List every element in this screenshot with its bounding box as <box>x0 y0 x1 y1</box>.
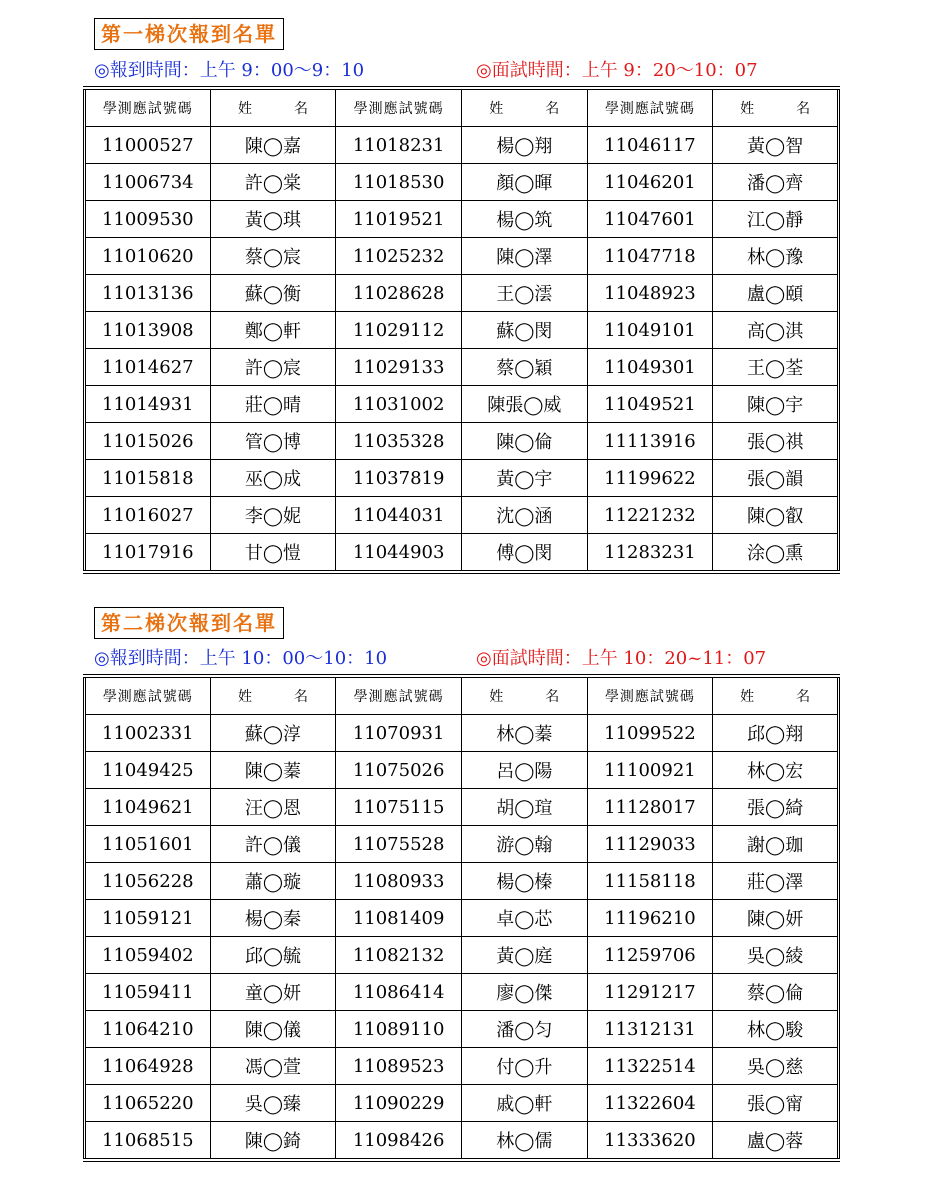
student-name-cell: 潘◯齊 <box>713 164 839 201</box>
table-header-row <box>85 88 839 127</box>
student-name-cell: 張◯綺 <box>713 789 839 826</box>
table-row <box>85 900 839 937</box>
exam-number-cell: 11100921 <box>587 752 713 789</box>
student-name-cell: 張◯祺 <box>713 423 839 460</box>
student-name-cell: 林◯儒 <box>461 1122 587 1161</box>
exam-number-cell: 11221232 <box>587 497 713 534</box>
exam-number-cell: 11044031 <box>336 497 462 534</box>
student-name-cell: 楊◯翔 <box>461 127 587 164</box>
exam-number-cell: 11128017 <box>587 789 713 826</box>
student-name-cell: 江◯靜 <box>713 201 839 238</box>
exam-number-cell: 11064210 <box>85 1011 211 1048</box>
exam-number-cell: 11035328 <box>336 423 462 460</box>
exam-number-cell: 11196210 <box>587 900 713 937</box>
student-name-cell: 廖◯傑 <box>461 974 587 1011</box>
exam-number-cell: 11000527 <box>85 127 211 164</box>
exam-number-cell: 11059121 <box>85 900 211 937</box>
exam-number-cell: 11259706 <box>587 937 713 974</box>
exam-number-cell: 11064928 <box>85 1048 211 1085</box>
exam-number-cell: 11059402 <box>85 937 211 974</box>
exam-number-cell: 11046201 <box>587 164 713 201</box>
exam-number-cell: 11013136 <box>85 275 211 312</box>
exam-number-cell: 11010620 <box>85 238 211 275</box>
exam-number-cell: 11090229 <box>336 1085 462 1122</box>
student-name-cell: 傅◯閔 <box>461 534 587 573</box>
exam-number-cell: 11082132 <box>336 937 462 974</box>
exam-number-cell: 11049621 <box>85 789 211 826</box>
exam-number-cell: 11047601 <box>587 201 713 238</box>
exam-number-cell: 11046117 <box>587 127 713 164</box>
exam-number-cell: 11017916 <box>85 534 211 573</box>
report-time: ◎報到時間：上午 10：00～10：10 <box>94 648 388 669</box>
student-name-cell: 李◯妮 <box>210 497 336 534</box>
exam-number-cell: 11080933 <box>336 863 462 900</box>
exam-number-cell: 11049425 <box>85 752 211 789</box>
student-name-cell: 楊◯榛 <box>461 863 587 900</box>
column-header-id: 學測應試號碼 <box>85 676 211 715</box>
student-name-cell: 黃◯琪 <box>210 201 336 238</box>
student-name-cell: 許◯宸 <box>210 349 336 386</box>
student-name-cell: 陳◯嘉 <box>210 127 336 164</box>
student-name-cell: 楊◯筑 <box>461 201 587 238</box>
student-name-cell: 卓◯芯 <box>461 900 587 937</box>
student-name-cell: 沈◯涵 <box>461 497 587 534</box>
table-row <box>85 1048 839 1085</box>
student-name-cell: 林◯豫 <box>713 238 839 275</box>
table-row <box>85 1085 839 1122</box>
table-row <box>85 497 839 534</box>
table-row <box>85 238 839 275</box>
column-header-name: 姓 名 <box>210 676 336 715</box>
exam-number-cell: 11099522 <box>587 715 713 752</box>
exam-number-cell: 11049101 <box>587 312 713 349</box>
column-header-name: 姓 名 <box>210 88 336 127</box>
column-header-id: 學測應試號碼 <box>336 88 462 127</box>
student-name-cell: 戚◯軒 <box>461 1085 587 1122</box>
exam-number-cell: 11098426 <box>336 1122 462 1161</box>
table-header-row <box>85 676 839 715</box>
table-row <box>85 312 839 349</box>
student-name-cell: 蕭◯璇 <box>210 863 336 900</box>
exam-number-cell: 11113916 <box>587 423 713 460</box>
student-name-cell: 鄭◯軒 <box>210 312 336 349</box>
exam-number-cell: 11283231 <box>587 534 713 573</box>
exam-number-cell: 11044903 <box>336 534 462 573</box>
exam-number-cell: 11059411 <box>85 974 211 1011</box>
exam-number-cell: 11048923 <box>587 275 713 312</box>
exam-number-cell: 11018231 <box>336 127 462 164</box>
student-name-cell: 張◯甯 <box>713 1085 839 1122</box>
table-row <box>85 275 839 312</box>
exam-number-cell: 11002331 <box>85 715 211 752</box>
student-name-cell: 蔡◯宸 <box>210 238 336 275</box>
student-name-cell: 高◯淇 <box>713 312 839 349</box>
exam-number-cell: 11014931 <box>85 386 211 423</box>
student-name-cell: 許◯儀 <box>210 826 336 863</box>
exam-number-cell: 11333620 <box>587 1122 713 1161</box>
student-name-cell: 童◯妍 <box>210 974 336 1011</box>
exam-number-cell: 11006734 <box>85 164 211 201</box>
exam-number-cell: 11025232 <box>336 238 462 275</box>
student-name-cell: 盧◯蓉 <box>713 1122 839 1161</box>
table-row <box>85 826 839 863</box>
exam-number-cell: 11322604 <box>587 1085 713 1122</box>
exam-number-cell: 11199622 <box>587 460 713 497</box>
student-name-cell: 潘◯匀 <box>461 1011 587 1048</box>
table-row <box>85 1122 839 1161</box>
table-row <box>85 386 839 423</box>
column-header-name: 姓 名 <box>713 88 839 127</box>
table-row <box>85 201 839 238</box>
student-name-cell: 陳◯儀 <box>210 1011 336 1048</box>
exam-number-cell: 11070931 <box>336 715 462 752</box>
column-header-name: 姓 名 <box>461 88 587 127</box>
roster-table <box>83 674 840 1162</box>
exam-number-cell: 11051601 <box>85 826 211 863</box>
exam-number-cell: 11312131 <box>587 1011 713 1048</box>
student-name-cell: 林◯駿 <box>713 1011 839 1048</box>
student-name-cell: 呂◯陽 <box>461 752 587 789</box>
student-name-cell: 汪◯恩 <box>210 789 336 826</box>
exam-number-cell: 11014627 <box>85 349 211 386</box>
exam-number-cell: 11031002 <box>336 386 462 423</box>
student-name-cell: 許◯棠 <box>210 164 336 201</box>
interview-time: ◎面試時間：上午 10：20~11：07 <box>476 648 767 669</box>
table-row <box>85 127 839 164</box>
exam-number-cell: 11037819 <box>336 460 462 497</box>
exam-number-cell: 11089523 <box>336 1048 462 1085</box>
exam-number-cell: 11049301 <box>587 349 713 386</box>
exam-number-cell: 11013908 <box>85 312 211 349</box>
student-name-cell: 蘇◯衡 <box>210 275 336 312</box>
student-name-cell: 管◯博 <box>210 423 336 460</box>
student-name-cell: 涂◯熏 <box>713 534 839 573</box>
exam-number-cell: 11019521 <box>336 201 462 238</box>
exam-number-cell: 11158118 <box>587 863 713 900</box>
student-name-cell: 吳◯綾 <box>713 937 839 974</box>
student-name-cell: 陳◯叡 <box>713 497 839 534</box>
student-name-cell: 邱◯翔 <box>713 715 839 752</box>
student-name-cell: 蘇◯淳 <box>210 715 336 752</box>
student-name-cell: 王◯澐 <box>461 275 587 312</box>
student-name-cell: 陳◯妍 <box>713 900 839 937</box>
student-name-cell: 莊◯澤 <box>713 863 839 900</box>
column-header-id: 學測應試號碼 <box>587 676 713 715</box>
column-header-id: 學測應試號碼 <box>587 88 713 127</box>
table-row <box>85 423 839 460</box>
table-row <box>85 349 839 386</box>
student-name-cell: 巫◯成 <box>210 460 336 497</box>
table-row <box>85 752 839 789</box>
student-name-cell: 蘇◯閔 <box>461 312 587 349</box>
column-header-id: 學測應試號碼 <box>85 88 211 127</box>
exam-number-cell: 11065220 <box>85 1085 211 1122</box>
student-name-cell: 楊◯秦 <box>210 900 336 937</box>
student-name-cell: 付◯升 <box>461 1048 587 1085</box>
student-name-cell: 陳◯錡 <box>210 1122 336 1161</box>
exam-number-cell: 11291217 <box>587 974 713 1011</box>
column-header-name: 姓 名 <box>461 676 587 715</box>
exam-number-cell: 11068515 <box>85 1122 211 1161</box>
student-name-cell: 王◯荃 <box>713 349 839 386</box>
exam-number-cell: 11047718 <box>587 238 713 275</box>
student-name-cell: 陳◯宇 <box>713 386 839 423</box>
student-name-cell: 林◯蓁 <box>461 715 587 752</box>
exam-number-cell: 11016027 <box>85 497 211 534</box>
student-name-cell: 甘◯愷 <box>210 534 336 573</box>
exam-number-cell: 11086414 <box>336 974 462 1011</box>
student-name-cell: 邱◯毓 <box>210 937 336 974</box>
student-name-cell: 陳張◯威 <box>461 386 587 423</box>
table-row <box>85 974 839 1011</box>
table-row <box>85 164 839 201</box>
student-name-cell: 林◯宏 <box>713 752 839 789</box>
student-name-cell: 顏◯暉 <box>461 164 587 201</box>
exam-number-cell: 11075026 <box>336 752 462 789</box>
exam-number-cell: 11056228 <box>85 863 211 900</box>
batch-title: 第二梯次報到名單 <box>94 607 284 639</box>
exam-number-cell: 11015818 <box>85 460 211 497</box>
student-name-cell: 馮◯萱 <box>210 1048 336 1085</box>
exam-number-cell: 11089110 <box>336 1011 462 1048</box>
student-name-cell: 陳◯倫 <box>461 423 587 460</box>
student-name-cell: 黃◯庭 <box>461 937 587 974</box>
interview-time: ◎面試時間：上午 9：20～10：07 <box>476 60 758 81</box>
column-header-name: 姓 名 <box>713 676 839 715</box>
table-row <box>85 789 839 826</box>
roster-table <box>83 86 840 574</box>
student-name-cell: 陳◯澤 <box>461 238 587 275</box>
student-name-cell: 蔡◯倫 <box>713 974 839 1011</box>
student-name-cell: 蔡◯穎 <box>461 349 587 386</box>
exam-number-cell: 11081409 <box>336 900 462 937</box>
student-name-cell: 黃◯智 <box>713 127 839 164</box>
exam-number-cell: 11322514 <box>587 1048 713 1085</box>
exam-number-cell: 11075528 <box>336 826 462 863</box>
column-header-id: 學測應試號碼 <box>336 676 462 715</box>
table-row <box>85 534 839 573</box>
exam-number-cell: 11129033 <box>587 826 713 863</box>
exam-number-cell: 11029133 <box>336 349 462 386</box>
table-row <box>85 715 839 752</box>
student-name-cell: 黃◯宇 <box>461 460 587 497</box>
exam-number-cell: 11009530 <box>85 201 211 238</box>
exam-number-cell: 11029112 <box>336 312 462 349</box>
student-name-cell: 謝◯珈 <box>713 826 839 863</box>
student-name-cell: 莊◯晴 <box>210 386 336 423</box>
student-name-cell: 胡◯瑄 <box>461 789 587 826</box>
table-row <box>85 937 839 974</box>
student-name-cell: 吳◯臻 <box>210 1085 336 1122</box>
batch-title: 第一梯次報到名單 <box>94 18 284 50</box>
table-row <box>85 1011 839 1048</box>
student-name-cell: 游◯翰 <box>461 826 587 863</box>
exam-number-cell: 11075115 <box>336 789 462 826</box>
exam-number-cell: 11018530 <box>336 164 462 201</box>
student-name-cell: 吳◯慈 <box>713 1048 839 1085</box>
table-row <box>85 460 839 497</box>
exam-number-cell: 11015026 <box>85 423 211 460</box>
report-time: ◎報到時間：上午 9：00～9：10 <box>94 60 365 81</box>
exam-number-cell: 11028628 <box>336 275 462 312</box>
exam-number-cell: 11049521 <box>587 386 713 423</box>
student-name-cell: 陳◯蓁 <box>210 752 336 789</box>
student-name-cell: 盧◯頤 <box>713 275 839 312</box>
student-name-cell: 張◯韻 <box>713 460 839 497</box>
table-row <box>85 863 839 900</box>
